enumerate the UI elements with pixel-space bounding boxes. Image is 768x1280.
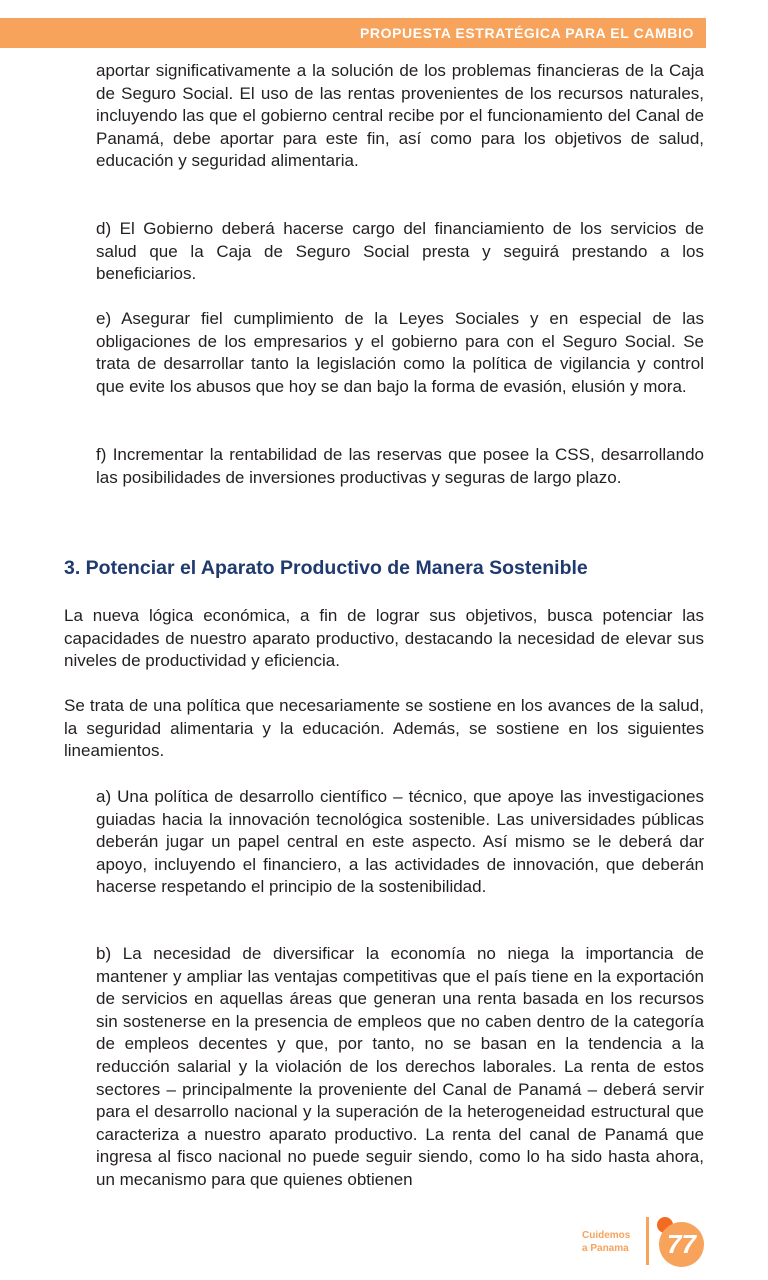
section-paragraph-1: La nueva lógica económica, a fin de lograr sus objetivos, busca potenciar las capacidades de nuestro aparato productivo, destacando la necesidad de elevar sus niveles de productividad y eficiencia. [64,606,704,671]
intro-paragraph: aportar significativamente a la solución de los problemas financieras de la Caja de Seguro Social. El uso de las rentas provenientes de los recursos naturales, incluyendo las que el gobierno central recibe por el funcionamiento del Canal de Panamá, debe aportar para este fin, así como para los objetivos de salud, educación y seguridad alimentaria. [96,61,704,171]
page-number: 77 [667,1229,696,1259]
section-paragraph-2: Se trata de una política que necesariamente se sostiene en los avances de la salud, la seguridad alimentaria y la educación. Además, se sostiene en los siguientes lineamientos. [64,696,704,761]
header-bar [0,18,706,48]
list-item-d: d) El Gobierno deberá hacerse cargo del financiamiento de los servicios de salud que la Caja de Seguro Social presta y seguirá prestando a los beneficiarios. [96,219,704,284]
list-item-f: f) Incrementar la rentabilidad de las reservas que posee la CSS, desarrollando las posibilidades de inversiones productivas y seguras de largo plazo. [96,445,704,487]
footer-brand-line-1: Cuidemos [582,1230,631,1241]
page-number-badge [659,1222,704,1267]
footer-brand-logo [582,1230,642,1255]
section-title: 3. Potenciar el Aparato Productivo de Manera Sostenible [64,557,588,579]
footer-divider [646,1217,649,1265]
footer-brand-line-2: a Panama [582,1242,629,1254]
header-title: PROPUESTA ESTRATÉGICA PARA EL CAMBIO [359,25,694,41]
list-item-e: e) Asegurar fiel cumplimiento de la Leyes Sociales y en especial de las obligaciones de los empresarios y el gobierno para con el Seguro Social. Se trata de desarrollar tanto la legislación como la política de vigilancia y control que evite los abusos que hoy se dan bajo la forma de evasión, elusión y mora. [96,309,704,396]
list-item-a: a) Una política de desarrollo científico – técnico, que apoye las investigaciones guiadas hacia la innovación tecnológica sostenible. Las universidades públicas deberán jugar un papel central en este aspecto. Así mismo se le deberá dar apoyo, incluyendo el financiero, a las actividades de innovación, que deberán hacerse respetando el principio de la sostenibilidad. [96,787,704,897]
list-item-b: b) La necesidad de diversificar la economía no niega la importancia de mantener y ampliar las ventajas competitivas que el país tiene en la exportación de servicios en aquellas áreas que generan una renta basada en los recursos sin sostenerse en la presencia de empleos que no caben dentro de la categoría de empleos decentes y que, por tanto, no se basan en la tendencia a la reducción salarial y la violación de los derechos laborales. La renta de estos sectores – principalmente la proveniente del Canal de Panamá – deberá servir para el desarrollo nacional y la superación de la heterogeneidad estructural que caracteriza a nuestro aparato productivo. La renta del canal de Panamá que ingresa al fisco nacional no puede seguir siendo, como lo ha sido hasta ahora, un mecanismo para que quienes obtienen [96,944,704,1189]
